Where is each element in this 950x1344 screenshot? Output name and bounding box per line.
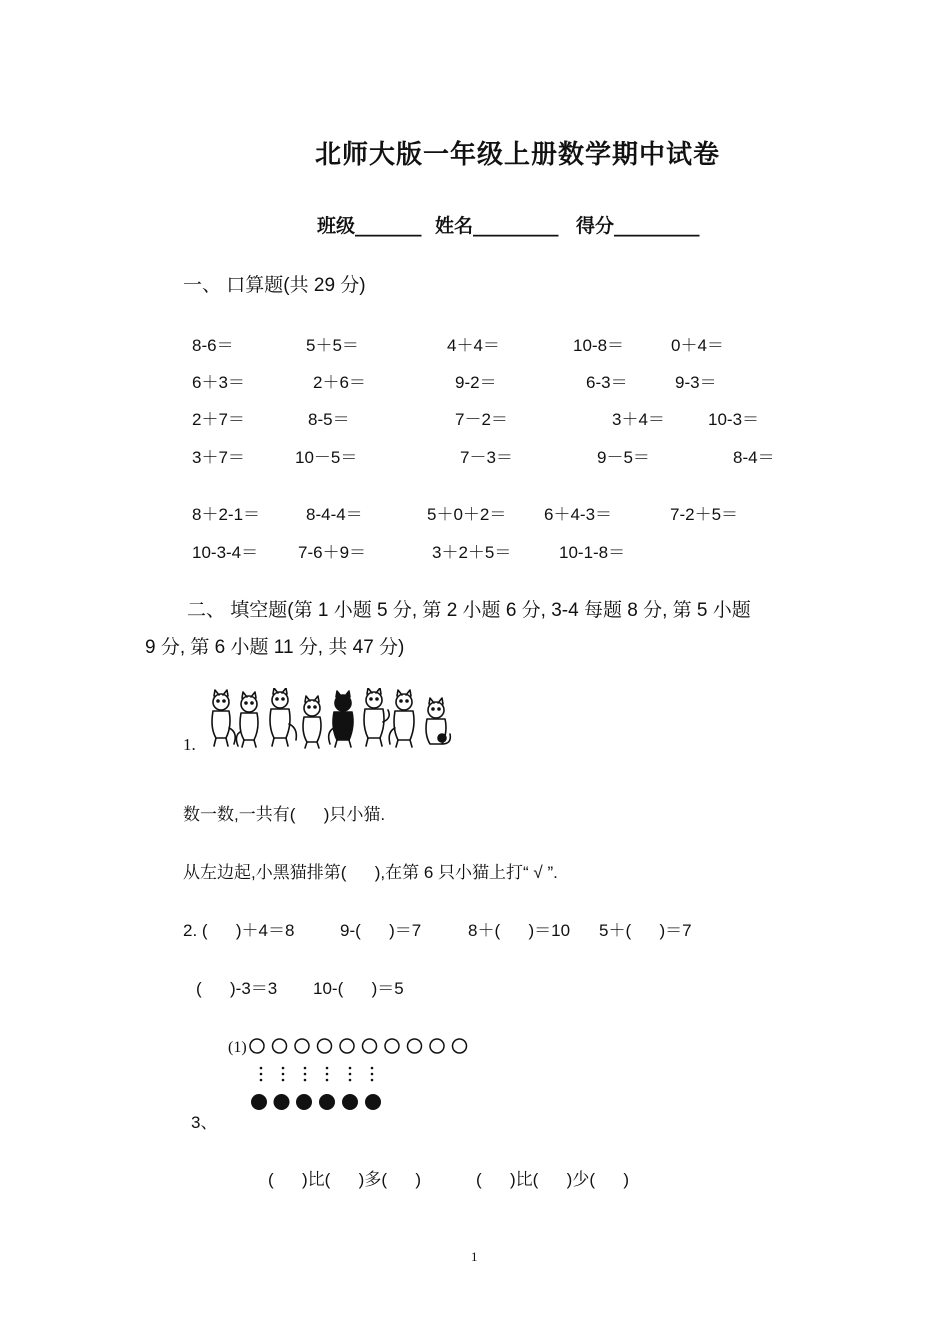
problem: 5＋5＝ xyxy=(306,336,359,355)
open-circle xyxy=(363,1039,377,1053)
q2-problem: 5＋( )＝7 xyxy=(599,921,692,940)
problem: 0＋4＝ xyxy=(671,336,724,355)
problem: 3＋7＝ xyxy=(192,448,245,467)
open-circle xyxy=(273,1039,287,1053)
open-circle xyxy=(453,1039,467,1053)
problem: 10-8＝ xyxy=(573,336,625,355)
filled-circle xyxy=(274,1094,290,1110)
open-circle xyxy=(340,1039,354,1053)
cat-6-icon xyxy=(364,688,389,746)
problem: 3＋2＋5＝ xyxy=(432,543,512,562)
problem: 6＋4-3＝ xyxy=(544,505,613,524)
page-title: 北师大版一年级上册数学期中试卷 xyxy=(315,140,721,170)
open-circle xyxy=(250,1039,264,1053)
q1-line2: 从左边起,小黑猫排第( ),在第 6 只小猫上打“ √ ”. xyxy=(183,863,558,882)
open-circle xyxy=(295,1039,309,1053)
cats-illustration xyxy=(204,688,456,750)
q1-number: 1. xyxy=(183,735,196,754)
filled-circle xyxy=(365,1094,381,1110)
section1-heading: 一、 口算题(共 29 分) xyxy=(183,275,366,296)
q3-sub-label: (1) xyxy=(228,1039,247,1056)
problem: 2＋6＝ xyxy=(313,373,366,392)
filled-circle xyxy=(296,1094,312,1110)
problem: 8＋2-1＝ xyxy=(192,505,261,524)
open-circle xyxy=(408,1039,422,1053)
q3-answer-more: ( )比( )多( ) xyxy=(268,1170,421,1189)
problem: 8-5＝ xyxy=(308,410,350,429)
cat-8-icon xyxy=(426,698,450,744)
filled-circle xyxy=(251,1094,267,1110)
circles-comparison xyxy=(246,1034,478,1120)
cat-1-icon xyxy=(212,690,235,746)
problem: 8-6＝ xyxy=(192,336,234,355)
score-field: 得分_________ xyxy=(576,215,700,237)
problem: 3＋4＝ xyxy=(612,410,665,429)
problem: 7－2＝ xyxy=(455,410,508,429)
problem: 7-2＋5＝ xyxy=(670,505,739,524)
filled-circle xyxy=(319,1094,335,1110)
cat-2-icon xyxy=(236,692,258,747)
problem: 10－5＝ xyxy=(295,448,358,467)
filled-circle xyxy=(342,1094,358,1110)
problem: 8-4＝ xyxy=(733,448,775,467)
problem: 6-3＝ xyxy=(586,373,628,392)
open-circle xyxy=(385,1039,399,1053)
problem: 5＋0＋2＝ xyxy=(427,505,507,524)
black-cat-icon xyxy=(329,691,353,747)
problem: 10-3＝ xyxy=(708,410,760,429)
q2-problem: 8＋( )＝10 xyxy=(468,921,571,940)
problem: 4＋4＝ xyxy=(447,336,500,355)
q2-problem: ( )-3＝3 xyxy=(196,979,278,998)
q2-problem: 9-( )＝7 xyxy=(340,921,422,940)
problem: 2＋7＝ xyxy=(192,410,245,429)
class-field: 班级_______ xyxy=(317,215,422,237)
cat-3-icon xyxy=(270,688,296,746)
q1-line1: 数一数,一共有( )只小猫. xyxy=(183,805,386,824)
q3-number: 3、 xyxy=(191,1113,218,1132)
open-circle xyxy=(318,1039,332,1053)
section2-heading-line2: 9 分, 第 6 小题 11 分, 共 47 分) xyxy=(145,637,405,658)
q3-answer-less: ( )比( )少( ) xyxy=(476,1170,629,1189)
q2-problem: 2. ( )＋4＝8 xyxy=(183,921,295,940)
problem: 9-2＝ xyxy=(455,373,497,392)
section2-heading-line1: 二、 填空题(第 1 小题 5 分, 第 2 小题 6 分, 3-4 每题 8 分, 第 5 小题 xyxy=(187,600,751,621)
problem: 9－5＝ xyxy=(597,448,650,467)
problem: 10-1-8＝ xyxy=(559,543,626,562)
dotted-connectors xyxy=(260,1067,374,1082)
problem: 10-3-4＝ xyxy=(192,543,259,562)
cat-7-icon xyxy=(389,690,414,747)
problem: 9-3＝ xyxy=(675,373,717,392)
q2-problem: 10-( )＝5 xyxy=(313,979,404,998)
problem: 6＋3＝ xyxy=(192,373,245,392)
problem: 7-6＋9＝ xyxy=(298,543,367,562)
problem: 7－3＝ xyxy=(460,448,513,467)
open-circle xyxy=(430,1039,444,1053)
name-field: 姓名_________ xyxy=(435,215,559,237)
cat-4-icon xyxy=(303,696,321,748)
problem: 8-4-4＝ xyxy=(306,505,363,524)
page-number: 1 xyxy=(471,1249,478,1264)
